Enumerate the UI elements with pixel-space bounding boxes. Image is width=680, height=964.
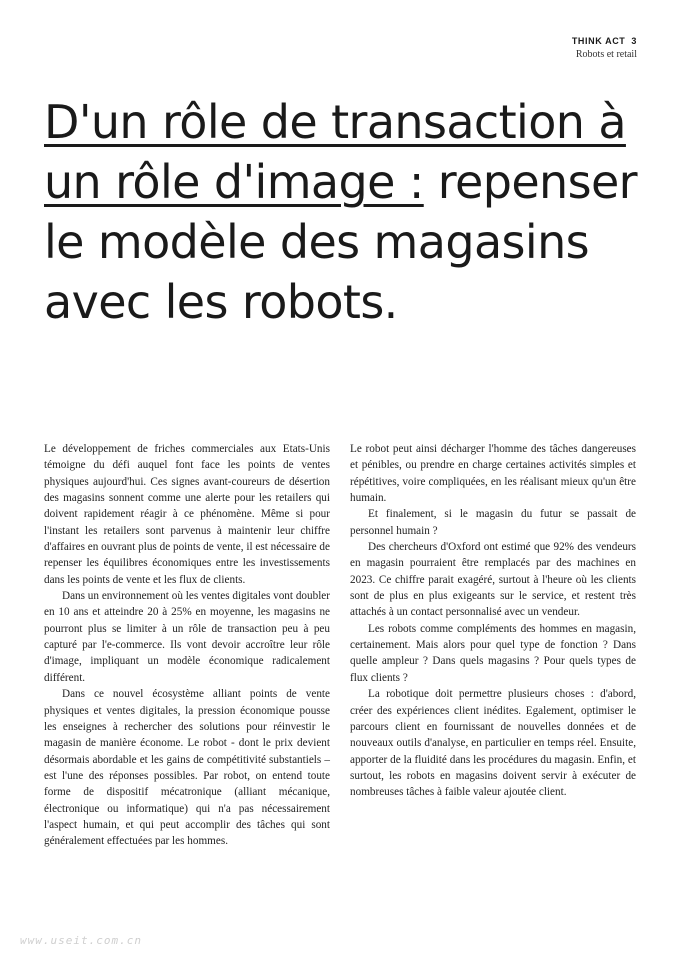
paragraph: Des chercheurs d'Oxford ont estimé que 92% des vendeurs en magasin pourraient être remplacés par des machines en 2023. Ce chiffre parait exagéré, surtout à l'heure où les clients sont de plus en plus exigeants sur le service, et restent très attachés à un contact personnalisé avec un vendeur. — [350, 541, 636, 619]
watermark: www.useit.com.cn — [20, 934, 142, 947]
paragraph: Dans ce nouvel écosystème alliant points de vente physiques et ventes digitales, la pression économique pousse les enseignes à rechercher des solutions pour réinvestir le magasin de manière économe. Le robot - dont le prix devient désormais abordable et les gains de compétitivité substantiels – est l'une des réponses possibles. Par robot, on entend toute forme de dispositif mécatronique (alliant mécanique, électronique ou informatique) qui n'a pas nécessairement l'aspect humain, et qui peut accomplir des tâches qui sont généralement effectuées par les hommes. — [44, 688, 330, 848]
left-column — [44, 441, 330, 850]
right-column — [350, 441, 636, 801]
paragraph: Dans un environnement où les ventes digitales vont doubler en 10 ans et atteindre 20 à 25% en moyenne, les magasins ne pourront plus se limiter à un rôle de transaction peu à peu capturé par l'e-commerce. Ils vont devoir accroître leur rôle d'image, impliquant un modèle économique radicalement différent. — [44, 590, 330, 684]
paragraph: Le développement de friches commerciales aux Etats-Unis témoigne du défi auquel font face les points de ventes physiques aujourd'hui. Ces signes avant-coureurs de désertion des magasins sonnent comme une alerte pour les retailers qui doivent rapidement réagir à ce phénomène. Même si pour l'instant les retailers sont parvenus à maintenir leur chiffre d'affaires en ouvrant plus de points de vente, il est nécessaire de repenser les équilibres économiques entre les investissements dans les points de vente et les flux de clients. — [44, 443, 330, 586]
brand-name: THINK ACT — [571, 36, 626, 46]
title-underlined-2: un rôle d'image : — [44, 155, 424, 209]
title-underlined-1: D'un rôle de transaction à — [44, 95, 626, 149]
title-rest: repenser le modèle des magasins avec les robots. — [44, 155, 637, 329]
paragraph: La robotique doit permettre plusieurs choses : d'abord, créer des expériences client inédites. Egalement, optimiser le parcours client en fournissant de nouvelles données et de nouveaux outils d'analyse, en particulier en temps réel. Ensuite, apporter de la fluidité dans les procédures du magasin. Enfin, et surtout, les robots en magasins doivent servir à exécuter de nombreuses tâches à faible valeur ajoutée client. — [350, 688, 636, 799]
page-title — [44, 92, 644, 332]
paragraph: Les robots comme compléments des hommes en magasin, certainement. Mais alors pour quel type de fonction ? Dans quelle ampleur ? Dans quels magasins ? Pour quels types de flux clients ? — [350, 622, 636, 684]
page-header — [572, 36, 637, 60]
page-number: 3 — [631, 36, 637, 46]
paragraph: Le robot peut ainsi décharger l'homme des tâches dangereuses et pénibles, ou prendre en charge certaines activités simples et répétitives, voire compliquées, en les réalisant mieux qu'un être humain. — [350, 443, 636, 505]
brand-line — [572, 36, 637, 46]
section-title: Robots et retail — [575, 49, 637, 60]
paragraph: Et finalement, si le magasin du futur se passait de personnel humain ? — [350, 508, 636, 537]
